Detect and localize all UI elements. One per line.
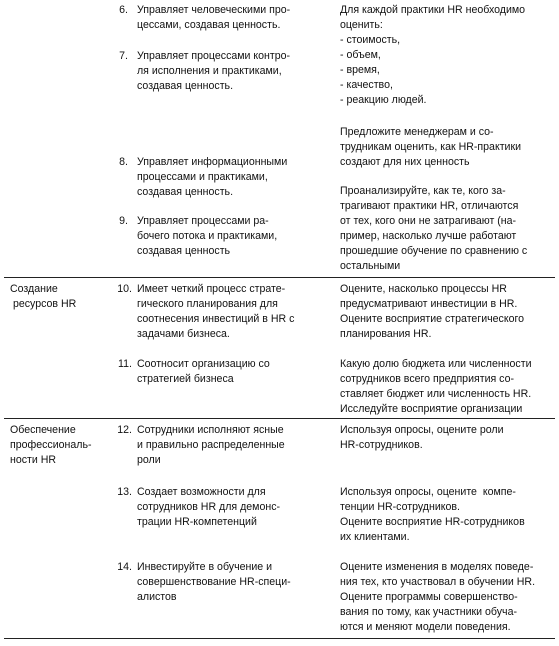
- item-text-line: бочего потока и практиками,: [137, 230, 278, 242]
- item-number: 10.: [117, 283, 132, 295]
- item-text-line: совершенствование HR-специ-: [137, 576, 291, 588]
- item-text-line: Соотносит организацию со: [137, 358, 270, 370]
- assessment-line: прошедшие обучение по сравнению с: [340, 245, 528, 257]
- assessment-line: - объем,: [340, 49, 381, 61]
- item-text-line: создавая ценность.: [137, 80, 234, 92]
- item-text-line: алистов: [137, 591, 177, 603]
- assessment-line: остальными: [340, 260, 401, 272]
- item-text-line: стратегией бизнеса: [137, 373, 234, 385]
- category-label-line: Обеспечение: [10, 424, 76, 436]
- assessment-line: Оцените программы совершенство-: [340, 591, 518, 603]
- assessment-line: Предложите менеджерам и со-: [340, 126, 494, 138]
- row-divider: [4, 277, 555, 278]
- item-number: 14.: [117, 561, 132, 573]
- category-label-line: профессиональ-: [10, 439, 92, 451]
- table-bottom-rule: [4, 638, 555, 639]
- assessment-line: предусматривают инвестиции в HR.: [340, 298, 518, 310]
- assessment-line: Какую долю бюджета или численности: [340, 358, 532, 370]
- item-text-line: Инвестируйте в обучение и: [137, 561, 273, 573]
- item-text-line: цессами, создавая ценность.: [137, 19, 281, 31]
- assessment-line: Оцените изменения в моделях поведе-: [340, 561, 534, 573]
- assessment-line: пример, насколько лучше работают: [340, 230, 517, 242]
- assessment-line: Оцените восприятие HR-сотрудников: [340, 516, 525, 528]
- assessment-line: трудникам оценить, как HR-практики: [340, 141, 522, 153]
- item-number: 9.: [119, 215, 128, 227]
- item-text-line: Имеет четкий процесс страте-: [137, 283, 286, 295]
- assessment-line: - время,: [340, 64, 380, 76]
- assessment-line: Проанализируйте, как те, кого за-: [340, 185, 506, 197]
- item-text-line: трации HR-компетенций: [137, 516, 257, 528]
- row-divider: [4, 418, 555, 419]
- item-number: 8.: [119, 156, 128, 168]
- item-text-line: и правильно распределенные: [137, 439, 285, 451]
- assessment-line: создают для них ценность: [340, 156, 470, 168]
- item-text-line: гического планирования для: [137, 298, 278, 310]
- assessment-line: тенции HR-сотрудников.: [340, 501, 460, 513]
- assessment-line: планирования HR.: [340, 328, 432, 340]
- item-text-line: Сотрудники исполняют ясные: [137, 424, 284, 436]
- assessment-line: оценить:: [340, 19, 383, 31]
- item-number: 6.: [119, 4, 128, 16]
- item-text-line: Управляет процессами ра-: [137, 215, 269, 227]
- assessment-line: трагивают практики HR, отличаются: [340, 200, 519, 212]
- assessment-line: ставляет бюджет или численность HR.: [340, 388, 532, 400]
- item-text-line: ля исполнения и практиками,: [137, 65, 282, 77]
- assessment-line: - стоимость,: [340, 34, 401, 46]
- category-label-line: ности HR: [10, 454, 57, 466]
- item-text-line: процессами и практиками,: [137, 171, 268, 183]
- item-number: 13.: [117, 486, 132, 498]
- assessment-line: вания по тому, как участники обуча-: [340, 606, 517, 618]
- item-number: 7.: [119, 50, 128, 62]
- assessment-line: - реакцию людей.: [340, 94, 427, 106]
- item-text-line: создавая ценность.: [137, 186, 234, 198]
- assessment-line: Оцените, насколько процессы HR: [340, 283, 507, 295]
- assessment-line: сотрудников всего предприятия со-: [340, 373, 515, 385]
- assessment-line: Используя опросы, оцените роли: [340, 424, 504, 436]
- item-number: 12.: [117, 424, 132, 436]
- item-text-line: Управляет процессами контро-: [137, 50, 291, 62]
- assessment-line: Используя опросы, оцените компе-: [340, 486, 516, 498]
- item-text-line: роли: [137, 454, 161, 466]
- assessment-line: Для каждой практики HR необходимо: [340, 4, 526, 16]
- assessment-line: Исследуйте восприятие организации: [340, 403, 523, 415]
- category-label-line: ресурсов HR: [10, 298, 77, 310]
- assessment-line: ются и меняют модели поведения.: [340, 621, 511, 633]
- assessment-line: HR-сотрудников.: [340, 439, 423, 451]
- item-text-line: Управляет человеческими про-: [137, 4, 291, 16]
- assessment-line: от тех, кого они не затрагивают (на-: [340, 215, 517, 227]
- item-text-line: сотрудников HR для демонс-: [137, 501, 281, 513]
- assessment-line: ния тех, кто участвовал в обучении HR.: [340, 576, 536, 588]
- category-label-line: Создание: [10, 283, 58, 295]
- item-text-line: задачами бизнеса.: [137, 328, 230, 340]
- assessment-line: Оцените восприятие стратегического: [340, 313, 524, 325]
- item-number: 11.: [118, 358, 132, 370]
- assessment-line: их клиентами.: [340, 531, 410, 543]
- item-text-line: Управляет информационными: [137, 156, 288, 168]
- item-text-line: создавая ценность: [137, 245, 231, 257]
- item-text-line: Создает возможности для: [137, 486, 266, 498]
- item-text-line: соотнесения инвестиций в HR с: [137, 313, 295, 325]
- assessment-line: - качество,: [340, 79, 393, 91]
